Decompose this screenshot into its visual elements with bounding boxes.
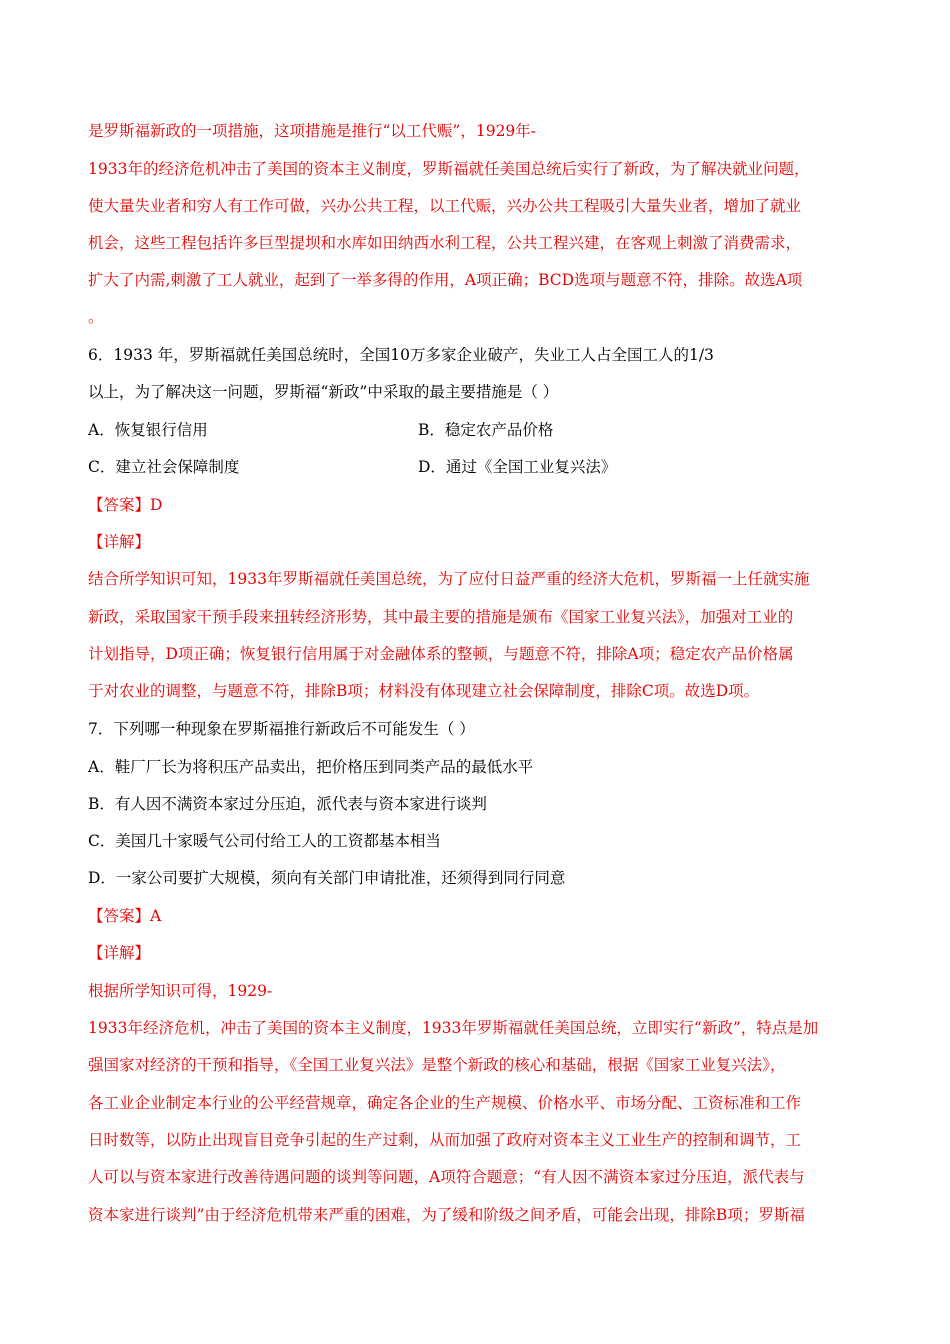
question-7-explanation-line: 资本家进行谈判”由于经济危机带来严重的困难，为了缓和阶级之间矛盾，可能会出现，排除B项；罗斯福 — [88, 1206, 805, 1224]
question-7-answer: 【答案】A — [88, 907, 162, 925]
question-7-stem: 7．下列哪一种现象在罗斯福推行新政后不可能发生（ ） — [88, 720, 475, 738]
question-7-option-b: B．有人因不满资本家过分压迫，派代表与资本家进行谈判 — [88, 795, 487, 813]
question-6-option-c: C．建立社会保障制度 — [88, 458, 240, 476]
question-6-explanation-line: 计划指导，D项正确；恢复银行信用属于对金融体系的整顿，与题意不符，排除A项；稳定农产品价格属 — [88, 645, 794, 663]
question-7-explanation-line: 日时数等，以防止出现盲目竞争引起的生产过剩，从而加强了政府对资本主义工业生产的控制和调节，工 — [88, 1131, 802, 1149]
question-7-explanation-line: 各工业企业制定本行业的公平经营规章，确定各企业的生产规模、价格水平、市场分配、工资标准和工作 — [88, 1094, 802, 1112]
question-6-stem: 6．1933 年，罗斯福就任美国总统时，全国10万多家企业破产，失业工人占全国工人的1/3 — [88, 346, 714, 364]
question-6-detail-heading: 【详解】 — [88, 533, 151, 551]
question-7-option-c: C．美国几十家暖气公司付给工人的工资都基本相当 — [88, 832, 441, 850]
question-7-option-a: A．鞋厂厂长为将积压产品卖出，把价格压到同类产品的最低水平 — [88, 758, 534, 776]
question-6-stem: 以上，为了解决这一问题，罗斯福“新政”中采取的最主要措施是（ ） — [88, 383, 559, 401]
intro-line: 机会，这些工程包括许多巨型提坝和水库如田纳西水利工程，公共工程兴建，在客观上刺激了消费需求， — [88, 234, 802, 252]
question-6-answer: 【答案】D — [88, 496, 163, 514]
question-6-explanation-line: 于对农业的调整，与题意不符，排除B项；材料没有体现建立社会保障制度，排除C项。故选D项。 — [88, 682, 760, 700]
question-6-explanation-line: 结合所学知识可知，1933年罗斯福就任美国总统，为了应付日益严重的经济大危机，罗斯福一上任就实施 — [88, 570, 810, 588]
intro-line: 使大量失业者和穷人有工作可做，兴办公共工程，以工代赈，兴办公共工程吸引大量失业者，增加了就业 — [88, 197, 802, 215]
question-6-option-d: D．通过《全国工业复兴法》 — [418, 458, 617, 476]
question-6-option-b: B．稳定农产品价格 — [418, 421, 554, 439]
intro-line: 。 — [88, 308, 104, 326]
intro-line: 是罗斯福新政的一项措施，这项措施是推行“以工代赈”，1929年- — [88, 122, 537, 140]
question-7-explanation-line: 根据所学知识可得，1929- — [88, 982, 273, 1000]
question-7-explanation-line: 1933年经济危机，冲击了美国的资本主义制度，1933年罗斯福就任美国总统，立即实行“新政”，特点是加 — [88, 1019, 819, 1037]
question-7-explanation-line: 人可以与资本家进行改善待遇问题的谈判等问题，A项符合题意；“有人因不满资本家过分压迫，派代表与 — [88, 1168, 805, 1186]
intro-line: 1933年的经济危机冲击了美国的资本主义制度，罗斯福就任美国总统后实行了新政，为了解决就业问题， — [88, 160, 810, 178]
question-7-option-d: D．一家公司要扩大规模，须向有关部门申请批准，还须得到同行同意 — [88, 869, 566, 887]
question-6-explanation-line: 新政，采取国家干预手段来扭转经济形势，其中最主要的措施是颁布《国家工业复兴法》，加强对工业的 — [88, 608, 794, 626]
intro-line: 扩大了内需,刺激了工人就业，起到了一举多得的作用，A项正确；BCD选项与题意不符，排除。故选A项 — [88, 271, 803, 289]
question-6-option-a: A．恢复银行信用 — [88, 421, 208, 439]
question-7-detail-heading: 【详解】 — [88, 944, 151, 962]
question-7-explanation-line: 强国家对经济的干预和指导，《全国工业复兴法》是整个新政的核心和基础，根据《国家工业复兴法》， — [88, 1056, 786, 1074]
